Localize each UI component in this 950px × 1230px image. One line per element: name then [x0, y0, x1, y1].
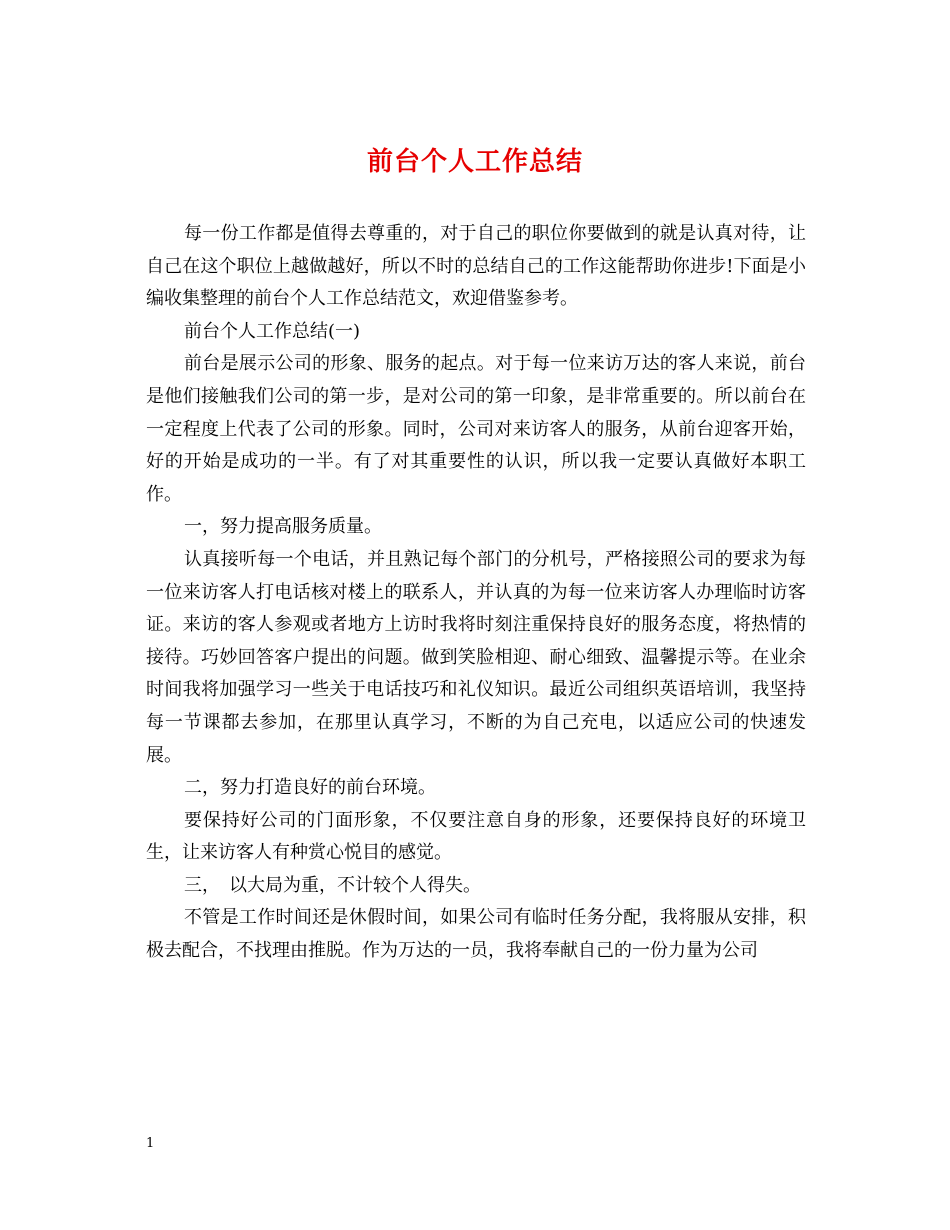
paragraph-intro: 每一份工作都是值得去尊重的，对于自己的职位你要做到的就是认真对待，让自己在这个职位上越做越好，所以不时的总结自己的工作这能帮助你进步!下面是小编收集整理的前台个人工作总结范文，欢迎借鉴参考。 — [146, 223, 806, 310]
paragraph-environment: 要保持好公司的门面形象，不仅要注意自身的形象，还要保持良好的环境卫生，让来访客人有种赏心悦目的感觉。 — [146, 809, 806, 864]
section-heading-overall-interest: 三， 以大局为重，不计较个人得失。 — [184, 874, 481, 896]
paragraph-overall-interest: 不管是工作时间还是休假时间，如果公司有临时任务分配，我将服从安排，积极去配合，不找理由推脱。作为万达的一员，我将奉献自己的一份力量为公司 — [146, 907, 806, 962]
document-title: 前台个人工作总结 — [366, 147, 583, 177]
section-heading-summary-1: 前台个人工作总结(一) — [184, 320, 361, 342]
section-heading-service-quality: 一，努力提高服务质量。 — [184, 516, 382, 538]
document-body — [146, 218, 806, 968]
page-number: 1 — [146, 1136, 155, 1151]
paragraph-service-quality: 认真接听每一个电话，并且熟记每个部门的分机号，严格接照公司的要求为每一位来访客人打电话核对楼上的联系人，并认真的为每一位来访客人办理临时访客证。来访的客人参观或者地方上访时我将时刻注重保持良好的服务态度，将热情的接待。巧妙回答客户提出的问题。做到笑脸相迎、耐心细致、温馨提示等。在业余时间我将加强学习一些关于电话技巧和礼仪知识。最近公司组织英语培训，我坚持每一节课都去参加，在那里认真学习，不断的为自己充电，以适应公司的快速发展。 — [146, 548, 806, 766]
paragraph-front-desk-image: 前台是展示公司的形象、服务的起点。对于每一位来访万达的客人来说，前台是他们接触我们公司的第一步，是对公司的第一印象，是非常重要的。所以前台在一定程度上代表了公司的形象。同时，公司对来访客人的服务，从前台迎客开始，好的开始是成功的一半。有了对其重要性的认识，所以我一定要认真做好本职工作。 — [146, 353, 806, 505]
section-heading-environment: 二，努力打造良好的前台环境。 — [184, 777, 436, 799]
